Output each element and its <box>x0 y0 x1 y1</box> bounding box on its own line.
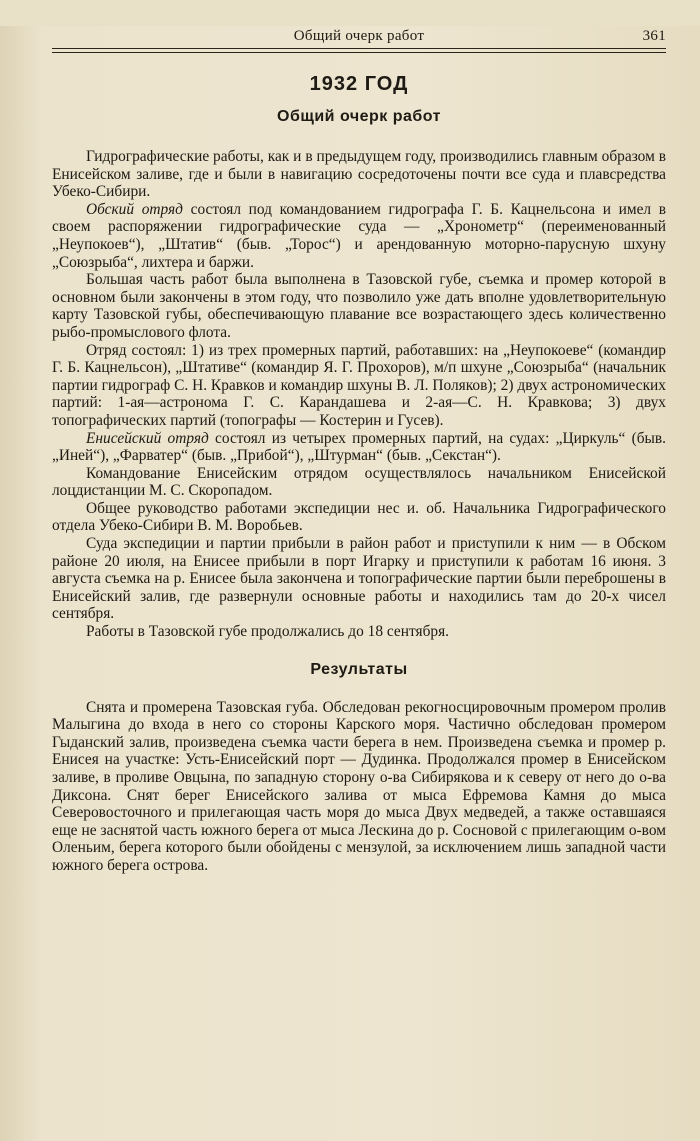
paragraph: Общее руководство работами экспедиции нес и. об. Начальника Гидрографического отдела Убеко-Сибири В. М. Воробьев. <box>52 499 666 535</box>
header-rule <box>52 52 666 53</box>
paragraph: Суда экспедиции и партии прибыли в район работ и приступили к ним — в Обском районе 20 июля, на Енисее прибыли в порт Игарку и приступили к работам 16 июня. 3 августа съемка на р. Енисее была закончена и топографические партии были переброшены в Енисейский залив, где развернули основные работы и находились там до 20-х чисел сентября. <box>52 535 666 623</box>
overview-text <box>52 148 666 641</box>
running-title: Общий очерк работ <box>293 28 425 44</box>
emphasis-term: Енисейский отряд <box>86 429 209 447</box>
paragraph: Гидрографические работы, как и в предыдущем году, производились главным образом в Енисейском заливе, где и были в навигацию сосредоточены почти все суда и плавсредства Убеко-Сибири. <box>52 148 666 201</box>
results-text <box>52 699 666 875</box>
paragraph: Работы в Тазовской губе продолжались до 18 сентября. <box>86 623 450 641</box>
section-heading-results: Результаты <box>310 660 408 678</box>
paragraph: Обский отряд состоял под командованием гидрографа Г. Б. Кацнельсона и имел в своем распоряжении гидрографические суда — „Хронометр“ (переименованный „Неупокоев“), „Штатив“ (быв. „Торос“) и арендованную моторно-парусную шхуну „Союзрыба“, лихтера и баржи. <box>52 200 666 271</box>
page-number: 361 <box>642 28 666 44</box>
paragraph: Командование Енисейским отрядом осуществлялось начальником Енисейской лоцдистанции М. С. Скоропадом. <box>52 464 666 500</box>
year-heading: 1932 ГОД <box>309 73 409 95</box>
paragraph: Большая часть работ была выполнена в Тазовской губе, съемка и промер которой в основном были закончены в этом году, что позволило уже дать вполне удовлетворительную карту Тазовской губы, обеспечивающую плавание все возрастающего здесь количественно рыбо-промыслового флота. <box>52 271 666 341</box>
paragraph: Отряд состоял: 1) из трех промерных партий, работавших: на „Неупокоеве“ (командир Г. Б. Кацнельсон), „Штативе“ (командир Я. Г. Прохоров), м/п шхуне „Союзрыба“ (начальник партии гидрограф С. Н. Кравков и командир шхуны В. Л. Поляков); 2) двух астрономических партий: 1-ая—астронома Г. С. Карандашева и 2-ая—С. Н. Кравкова; 3) двух топографических партий (топографы — Костерин и Гусев). <box>52 341 666 429</box>
paragraph: Снята и промерена Тазовская губа. Обследован рекогносцировочным промером пролив Малыгина до входа в него со стороны Карского моря. Частично обследован промером Гыданский залив, произведена съемка части берега в нем. Произведена съемка и промер р. Енисея на участке: Усть-Енисейский порт — Дудинка. Продолжался промер в Енисейском заливе, в проливе Овцына, по западную сторону о-ва Сибирякова и к северу от него до о-ва Диксона. Снят берег Енисейского залива от мыса Ефремова Камня до мыса Северовосточного и прилегающая часть моря до мыса Двух медведей, а также оставшаяся еще не заснятой часть южного берега от мыса Лескина до р. Сосновой с прилегающим о-вом Оленьим, берега которого были обойдены с мензулой, за исключением лишь западной части южного берега острова. <box>52 698 666 874</box>
book-page <box>0 26 700 1141</box>
section-heading-overview: Общий очерк работ <box>277 108 441 125</box>
paragraph: Енисейский отряд состоял из четырех промерных партий, на судах: „Циркуль“ (быв. „Иней“), „Фарватер“ (быв. „Прибой“), „Штурман“ (быв. „Секстан“). <box>52 429 666 465</box>
running-header <box>52 26 666 49</box>
emphasis-term: Обский отряд <box>86 200 183 218</box>
